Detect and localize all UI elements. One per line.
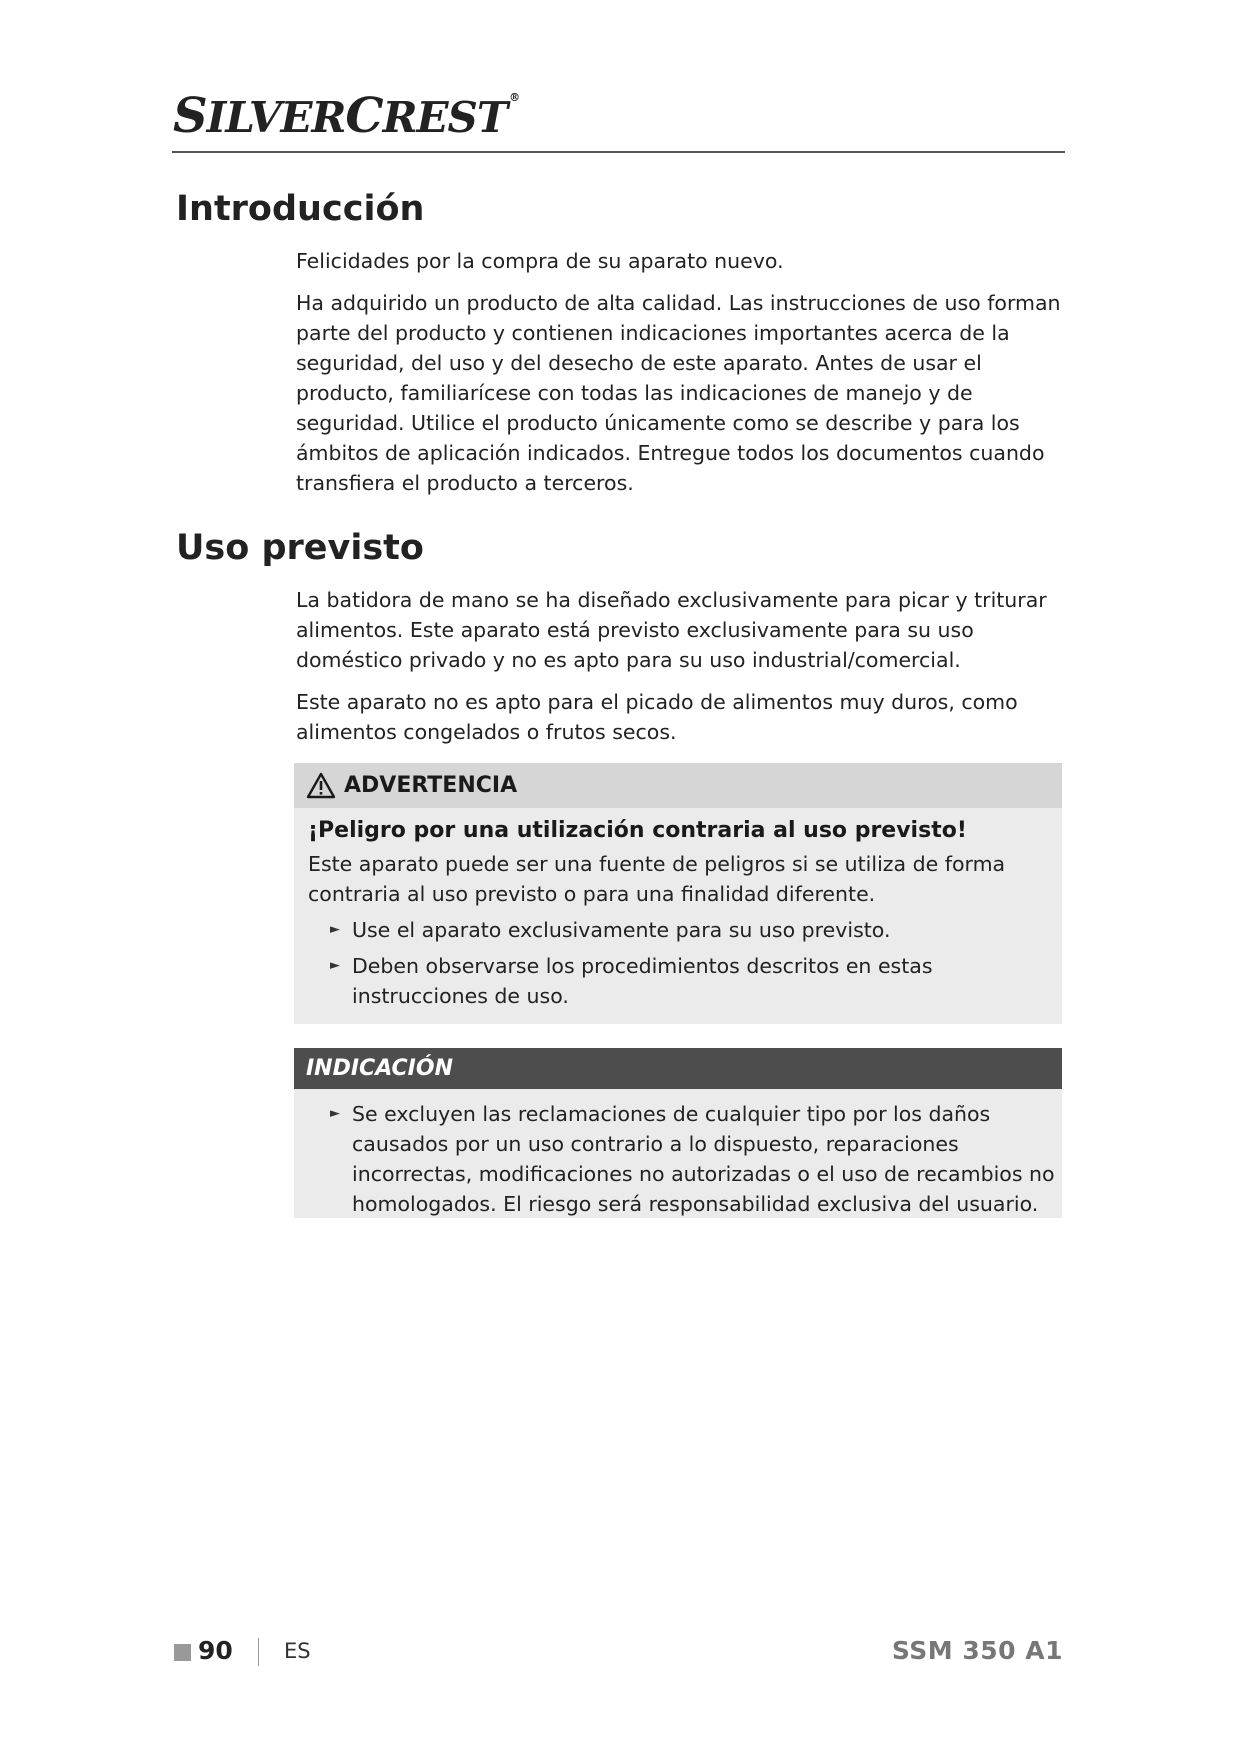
warning-triangle-icon [306,772,336,799]
header-divider [172,151,1065,153]
intro-body [296,246,1072,510]
warning-bullet [330,951,1048,1011]
model-number: SSM 350 A1 [891,1636,1063,1665]
intro-paragraph-2: Ha adquirido un producto de alta calidad. Las instrucciones de uso forman parte del producto y contienen indicaciones importantes acerca de la seguridad, del uso y del desecho de este aparato. Antes de usar el producto, familiarícese con todas las indicaciones de manejo y de seguridad. Utilice el producto únicamente como se describe y para los ámbitos de aplicación indicados. Entregue todos los documentos cuando transfiera el producto a terceros. [296,291,1061,495]
intro-heading: Introducción [176,189,425,229]
brand-logo [173,88,520,144]
uso-body [296,585,1072,759]
language-code: ES [284,1639,311,1663]
note-header [294,1048,1062,1089]
footer-separator [258,1638,259,1666]
arrow-right-icon: ► [330,958,340,973]
warning-bullet [330,915,1048,945]
uso-heading: Uso previsto [176,528,424,568]
warning-title: ADVERTENCIA [344,773,518,798]
intro-paragraph-1: Felicidades por la compra de su aparato nuevo. [296,249,784,273]
note-title: INDICACIÓN [306,1056,453,1081]
logo-registered: ® [509,91,520,104]
logo-letter-c: C [345,88,383,144]
uso-paragraph-2: Este aparato no es apto para el picado de alimentos muy duros, como alimentos congelados o frutos secos. [296,690,1018,744]
logo-letter-s: S [173,88,207,144]
footer-square-icon [174,1644,191,1661]
note-box [294,1048,1062,1218]
arrow-right-icon: ► [330,1106,340,1121]
arrow-right-icon: ► [330,922,340,937]
warning-bullet-text: Use el aparato exclusivamente para su uso previsto. [352,918,891,942]
page-footer [0,1632,1241,1672]
warning-header [294,763,1062,808]
warning-bullet-text: Deben observarse los procedimientos descritos en estas instrucciones de uso. [352,954,933,1008]
warning-text: Este aparato puede ser una fuente de peligros si se utiliza de forma contraria al uso previsto o para una finalidad diferente. [308,852,1006,906]
logo-part-ilver: ILVER [206,93,346,142]
note-bullet [330,1099,1062,1219]
logo-part-rest: REST [382,93,508,142]
uso-paragraph-1: La batidora de mano se ha diseñado exclusivamente para picar y triturar alimentos. Este aparato está previsto exclusivamente para su uso doméstico privado y no es apto para su uso industrial/comercial. [296,588,1047,672]
warning-box [294,763,1062,1024]
note-bullet-text: Se excluyen las reclamaciones de cualquier tipo por los daños causados por un uso contrario a lo dispuesto, reparaciones incorrectas, modificaciones no autorizadas o el uso de recambios no homologados. El riesgo será responsabilidad exclusiva del usuario. [352,1102,1055,1216]
warning-subtitle: ¡Peligro por una utilización contraria al uso previsto! [308,818,967,843]
page-number: 90 [198,1636,233,1665]
